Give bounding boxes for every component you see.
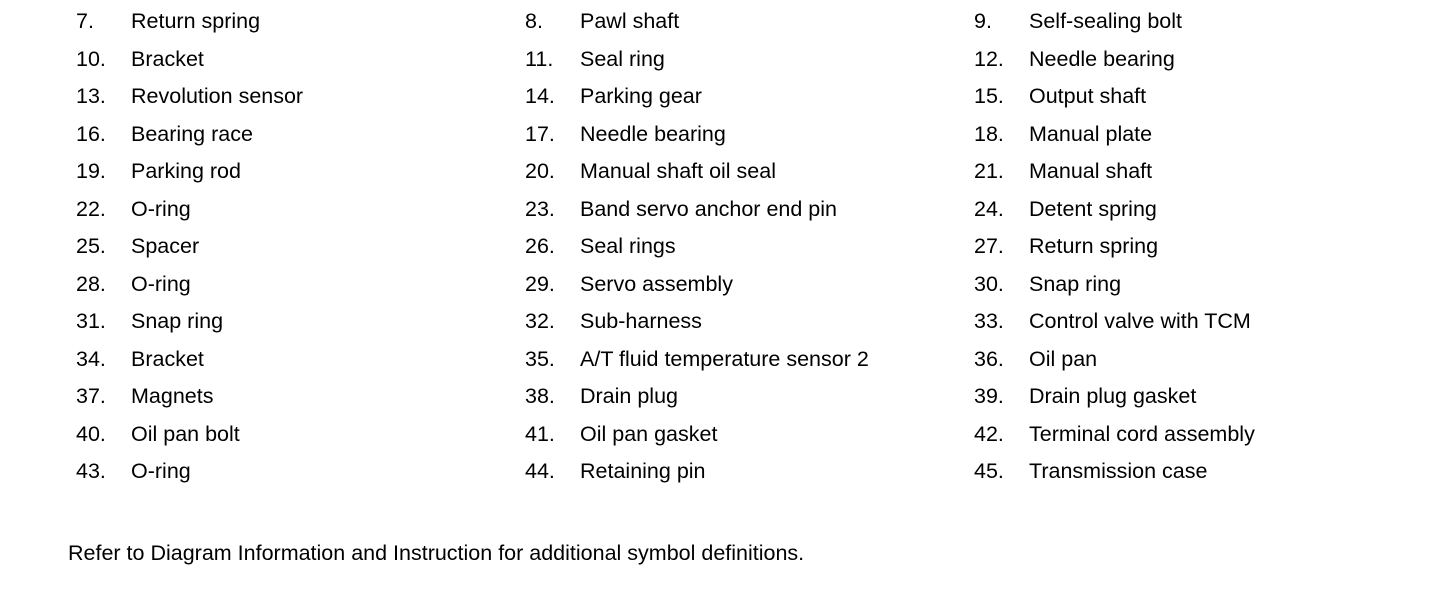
part-number: 42. [974, 421, 1004, 446]
part-item [897, 153, 1356, 191]
part-number: 16. [76, 121, 106, 146]
part-name: Manual shaft [1029, 159, 1153, 184]
part-item [448, 453, 897, 491]
part-name: Oil pan bolt [131, 421, 240, 446]
part-number: 34. [76, 346, 106, 371]
part-name: Snap ring [1029, 271, 1122, 296]
part-item [897, 228, 1356, 266]
part-number: 21. [974, 159, 1004, 184]
part-number: 12. [974, 46, 1004, 71]
part-number: 7. [76, 9, 94, 34]
part-number: 27. [974, 234, 1004, 259]
part-item [897, 3, 1356, 41]
part-number: 17. [525, 121, 555, 146]
part-item [0, 453, 448, 491]
part-name: Bracket [131, 46, 204, 71]
part-number: 35. [525, 346, 555, 371]
part-name: Terminal cord assembly [1029, 421, 1255, 446]
part-number: 9. [974, 9, 992, 34]
part-name: Revolution sensor [131, 84, 304, 109]
part-item [0, 416, 448, 454]
part-number: 36. [974, 346, 1004, 371]
part-name: Manual plate [1029, 121, 1153, 146]
part-item [448, 378, 897, 416]
part-item [0, 153, 448, 191]
part-item [0, 116, 448, 154]
part-number: 25. [76, 234, 106, 259]
part-number: 29. [525, 271, 555, 296]
part-number: 24. [974, 196, 1004, 221]
part-item [0, 378, 448, 416]
part-name: Pawl shaft [580, 9, 680, 34]
part-name: Oil pan [1029, 346, 1098, 371]
part-item [897, 41, 1356, 79]
part-name: A/T fluid temperature sensor 2 [580, 346, 869, 371]
part-name: Detent spring [1029, 196, 1157, 221]
part-item [897, 303, 1356, 341]
part-item [448, 3, 897, 41]
part-name: Return spring [131, 9, 261, 34]
part-name: Seal rings [580, 234, 676, 259]
part-name: Drain plug [580, 384, 678, 409]
part-item [897, 78, 1356, 116]
part-item [448, 266, 897, 304]
part-name: Oil pan gasket [580, 421, 718, 446]
part-number: 8. [525, 9, 543, 34]
part-number: 44. [525, 459, 555, 484]
part-item [448, 416, 897, 454]
part-name: Seal ring [580, 46, 665, 71]
part-name: Spacer [131, 234, 200, 259]
part-name: Return spring [1029, 234, 1159, 259]
part-name: Band servo anchor end pin [580, 196, 837, 221]
part-number: 22. [76, 196, 106, 221]
part-name: Parking rod [131, 159, 241, 184]
part-number: 20. [525, 159, 555, 184]
part-item [0, 266, 448, 304]
part-name: Bearing race [131, 121, 253, 146]
part-number: 14. [525, 84, 555, 109]
part-number: 45. [974, 459, 1004, 484]
part-item [897, 341, 1356, 379]
part-number: 10. [76, 46, 106, 71]
part-name: Snap ring [131, 309, 224, 334]
part-name: Needle bearing [1029, 46, 1175, 71]
part-number: 39. [974, 384, 1004, 409]
part-item [448, 116, 897, 154]
part-item [448, 303, 897, 341]
part-number: 18. [974, 121, 1004, 146]
part-number: 28. [76, 271, 106, 296]
part-item [897, 116, 1356, 154]
part-name: O-ring [131, 271, 191, 296]
part-item [448, 228, 897, 266]
part-name: Control valve with TCM [1029, 309, 1251, 334]
part-name: Output shaft [1029, 84, 1147, 109]
part-item [448, 153, 897, 191]
part-item [448, 41, 897, 79]
part-name: Manual shaft oil seal [580, 159, 776, 184]
part-number: 38. [525, 384, 555, 409]
part-name: Self-sealing bolt [1029, 9, 1182, 34]
part-number: 26. [525, 234, 555, 259]
part-number: 13. [76, 84, 106, 109]
part-number: 15. [974, 84, 1004, 109]
part-item [448, 191, 897, 229]
part-name: Servo assembly [580, 271, 733, 296]
part-item [0, 303, 448, 341]
part-item [897, 453, 1356, 491]
part-number: 40. [76, 421, 106, 446]
part-name: O-ring [131, 196, 191, 221]
part-number: 33. [974, 309, 1004, 334]
part-name: Retaining pin [580, 459, 706, 484]
part-number: 31. [76, 309, 106, 334]
part-name: Magnets [131, 384, 214, 409]
part-item [0, 341, 448, 379]
part-number: 32. [525, 309, 555, 334]
part-item [448, 341, 897, 379]
part-item [897, 416, 1356, 454]
part-name: Sub-harness [580, 309, 702, 334]
part-name: Bracket [131, 346, 204, 371]
part-name: Needle bearing [580, 121, 726, 146]
part-item [0, 191, 448, 229]
part-item [0, 41, 448, 79]
part-number: 37. [76, 384, 106, 409]
part-number: 43. [76, 459, 106, 484]
part-name: Transmission case [1029, 459, 1208, 484]
part-number: 30. [974, 271, 1004, 296]
part-item [897, 266, 1356, 304]
part-number: 19. [76, 159, 106, 184]
part-item [448, 78, 897, 116]
part-name: O-ring [131, 459, 191, 484]
part-number: 23. [525, 196, 555, 221]
part-item [897, 191, 1356, 229]
part-name: Drain plug gasket [1029, 384, 1197, 409]
part-item [0, 3, 448, 41]
part-number: 11. [525, 46, 554, 71]
reference-note: Refer to Diagram Information and Instruction for additional symbol definitions. [68, 541, 805, 565]
parts-list [0, 3, 1456, 491]
part-item [0, 228, 448, 266]
part-number: 41. [525, 421, 555, 446]
part-item [0, 78, 448, 116]
part-name: Parking gear [580, 84, 702, 109]
part-item [897, 378, 1356, 416]
